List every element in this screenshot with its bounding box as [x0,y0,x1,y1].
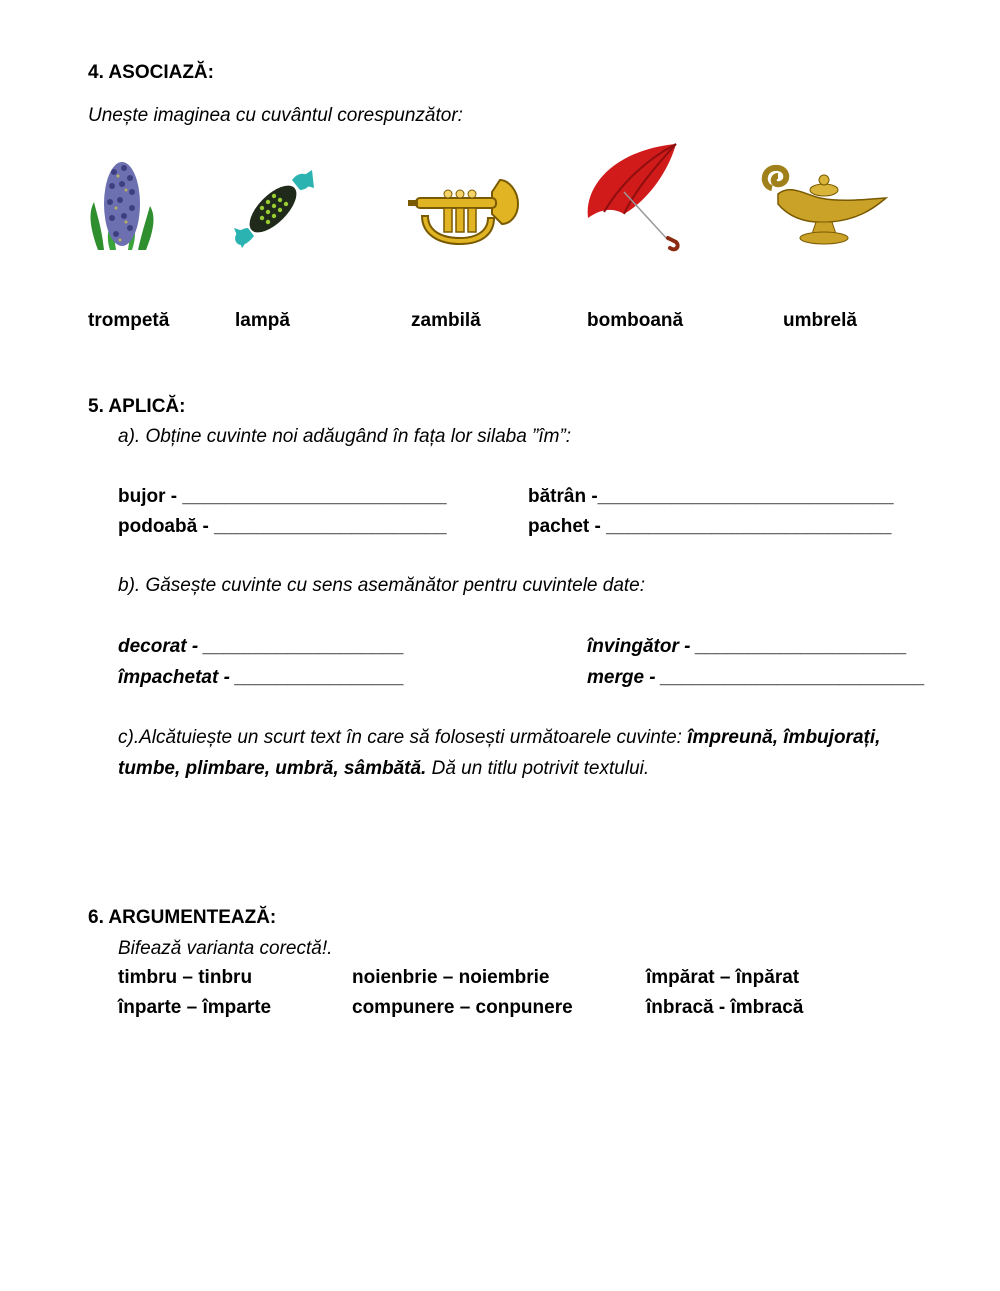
word-pair: înparte – împarte [118,997,272,1018]
umbrella-icon [584,142,684,252]
word-option: umbrelă [783,310,857,331]
section-5-heading: 5. APLICĂ: [88,396,186,417]
word-pair: împărat – înpărat [646,967,800,988]
task-b-prompt: b). Găsește cuvinte cu sens asemănător pentru cuvintele date: [118,575,646,596]
section-4-heading: 4. ASOCIAZĂ: [88,62,214,83]
task-a-prompt: a). Obține cuvinte noi adăugând în fața lor silaba ”îm”: [118,426,572,447]
task-c-words: împreună, îmbujorați, [687,727,881,748]
fill-in-line: pachet - ___________________________ [528,516,892,537]
fill-in-line: merge - _________________________ [587,667,926,688]
word-pair: înbracă - îmbracă [646,997,804,1018]
word-option: trompetă [88,310,170,331]
fill-in-line: podoabă - ______________________ [118,516,447,537]
word-pair: noienbrie – noiembrie [352,967,550,988]
fill-in-line: împachetat - ________________ [118,667,405,688]
task-c-line-1 [118,727,880,749]
section-6-heading: 6. ARGUMENTEAZĂ: [88,907,277,928]
section-4-instruction: Unește imaginea cu cuvântul corespunzător: [88,105,463,126]
word-pair: timbru – tinbru [118,967,253,988]
task-c-instruction: c).Alcătuiește un scurt text în care să folosești următoarele cuvinte: [118,727,688,748]
fill-in-line: bujor - _________________________ [118,486,447,507]
word-option: zambilă [411,310,481,331]
fill-in-line: bătrân -____________________________ [528,486,894,507]
task-c-title-instruction: Dă un titlu potrivit textului. [426,758,650,779]
word-pair: compunere – conpunere [352,997,573,1018]
task-c-words: tumbe, plimbare, umbră, sâmbătă. [118,758,427,779]
task-c-line-2 [118,758,649,780]
word-option: bomboană [587,310,684,331]
fill-in-line: învingător - ____________________ [587,636,908,657]
candy-icon [232,168,316,250]
section-6-instruction: Bifează varianta corectă!. [118,938,333,959]
fill-in-line: decorat - ___________________ [118,636,405,657]
word-option: lampă [235,310,290,331]
oil-lamp-icon [760,164,890,246]
hyacinth-flower-icon [86,158,158,250]
trumpet-icon [408,176,520,250]
